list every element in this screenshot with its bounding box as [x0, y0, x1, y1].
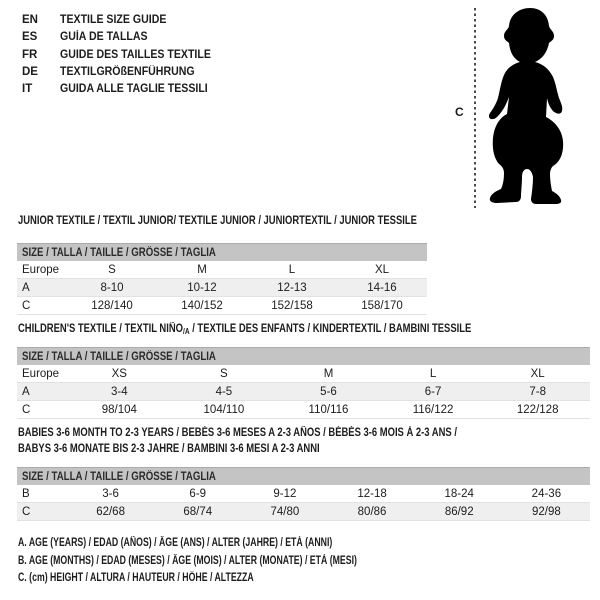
size-value-cell: 110/116 — [308, 403, 349, 416]
size-value-cell: 152/158 — [271, 299, 313, 312]
footnote-text: B. AGE (MONTHS) / EDAD (MESES) / ÂGE (MOIS) / ALTER (MONATE) / ETÀ (MESI) — [18, 554, 357, 567]
size-value-cell: 7-8 — [529, 385, 546, 398]
language-code: ES — [22, 31, 38, 44]
size-value-cell: 9-12 — [273, 487, 297, 500]
language-title: TEXTILE SIZE GUIDE — [60, 14, 167, 26]
language-title: GUÍA DE TALLAS — [60, 31, 148, 44]
size-header-text: SIZE / TALLA / TAILLE / GRÖSSE / TAGLIA — [22, 470, 216, 483]
size-value-cell: 3-6 — [102, 487, 119, 500]
row-label-cell: B — [22, 487, 30, 500]
language-title: GUIDE DES TAILLES TEXTILE — [60, 48, 211, 61]
language-row-de — [22, 66, 224, 83]
title-subscript: /A — [183, 327, 190, 336]
footnote-b — [18, 555, 464, 573]
row-label-cell: C — [22, 505, 31, 518]
language-list — [22, 14, 224, 100]
size-value-cell: 128/140 — [91, 299, 133, 312]
size-value-cell: 14-16 — [367, 281, 397, 294]
size-value-cell: 24-36 — [531, 487, 562, 500]
size-value-cell: 104/110 — [203, 403, 245, 416]
size-header-cell — [17, 348, 590, 366]
size-value-cell: 4-5 — [215, 385, 233, 398]
size-value-cell: 12-18 — [357, 487, 387, 500]
language-code: EN — [22, 14, 38, 26]
row-label-cell: A — [22, 281, 30, 294]
size-table-junior — [17, 243, 427, 315]
toddler-silhouette-icon — [482, 5, 584, 207]
height-dashed-line — [474, 8, 476, 208]
size-value-cell: S — [220, 367, 228, 380]
size-table-children — [17, 347, 590, 419]
row-label-cell: Europe — [22, 263, 60, 276]
table-title-junior — [18, 214, 504, 230]
footnotes — [18, 537, 464, 590]
size-value-cell: 86/92 — [444, 505, 474, 518]
size-value-cell: XS — [111, 367, 127, 380]
size-header-cell — [17, 244, 427, 262]
table-row — [17, 365, 590, 383]
size-value-cell: 74/80 — [270, 505, 300, 518]
language-row-it — [22, 83, 224, 100]
table-title-children — [18, 322, 571, 340]
language-row-fr — [22, 49, 224, 66]
footnote-c — [18, 572, 464, 590]
size-value-cell: 10-12 — [187, 281, 217, 294]
size-value-cell: 3-4 — [110, 385, 128, 398]
size-value-cell: XL — [374, 263, 390, 276]
size-header-text: SIZE / TALLA / TAILLE / GRÖSSE / TAGLIA — [22, 350, 216, 363]
size-value-cell: 80/86 — [357, 505, 387, 518]
size-header-row — [17, 468, 590, 486]
size-value-cell: 140/152 — [181, 299, 223, 312]
size-header-row — [17, 348, 590, 366]
size-value-cell: XL — [530, 367, 545, 380]
row-label-cell: Europe — [22, 367, 60, 380]
table-row — [17, 503, 590, 521]
size-value-cell: 68/74 — [183, 505, 213, 518]
footnote-text: C. (cm) HEIGHT / ALTURA / HAUTEUR / HÖHE / ALTEZZA — [18, 572, 254, 584]
size-value-cell: 158/170 — [361, 299, 403, 312]
language-code: IT — [22, 83, 33, 96]
size-table-babies — [17, 467, 590, 521]
size-header-text: SIZE / TALLA / TAILLE / GRÖSSE / TAGLIA — [22, 246, 216, 259]
table-row — [17, 279, 427, 297]
language-row-en — [22, 14, 224, 31]
size-value-cell: M — [197, 263, 207, 276]
size-value-cell: L — [288, 263, 296, 276]
language-code: DE — [22, 65, 38, 78]
size-value-cell: M — [323, 367, 334, 380]
language-code: FR — [22, 48, 38, 61]
size-value-cell: 12-13 — [277, 281, 307, 294]
table-row — [17, 485, 590, 503]
row-label-cell: A — [22, 385, 30, 398]
size-value-cell: 92/98 — [532, 505, 561, 518]
size-value-cell: 116/122 — [412, 403, 454, 416]
size-value-cell: 18-24 — [444, 487, 474, 500]
size-header-cell — [17, 468, 590, 486]
size-header-row — [17, 244, 427, 262]
title-text-line1: BABIES 3-6 MONTH TO 2-3 YEARS / BEBÉS 3-6 MESES A 2-3 AÑOS / BÉBÉS 3-6 MOIS À 2-3 ANS / — [18, 427, 457, 439]
table-title-babies — [18, 426, 553, 457]
height-label: C — [455, 105, 464, 119]
title-text: / TEXTILE DES ENFANTS / KINDERTEXTIL / BAMBINI TESSILE — [189, 323, 472, 335]
size-value-cell: 8-10 — [100, 281, 124, 294]
title-text: JUNIOR TEXTILE / TEXTIL JUNIOR/ TEXTILE JUNIOR / JUNIORTEXTIL / JUNIOR TESSILE — [18, 215, 417, 227]
size-value-cell: 6-9 — [189, 487, 207, 500]
footnote-text: A. AGE (YEARS) / EDAD (AÑOS) / ÂGE (ANS) / ALTER (JAHRE) / ETÀ (ANNI) — [18, 537, 333, 549]
footnote-a — [18, 537, 464, 555]
row-label-cell: C — [22, 299, 31, 312]
language-row-es — [22, 31, 224, 48]
row-label-cell: C — [22, 403, 31, 416]
title-text: CHILDREN'S TEXTILE / TEXTIL NIÑO — [18, 323, 184, 335]
title-text-line2: BABYS 3-6 MONATE BIS 2-3 JAHRE / BAMBINI 3-6 MESI A 2-3 ANNI — [18, 442, 320, 455]
language-title: GUIDA ALLE TAGLIE TESSILI — [60, 83, 208, 96]
table-row — [17, 297, 427, 315]
table-row — [17, 401, 590, 419]
size-value-cell: 122/128 — [516, 403, 559, 416]
table-row — [17, 261, 427, 279]
size-value-cell: 98/104 — [101, 403, 137, 416]
size-value-cell: 5-6 — [320, 385, 337, 398]
table-row — [17, 383, 590, 401]
size-value-cell: 62/68 — [96, 505, 125, 518]
size-value-cell: 6-7 — [424, 385, 442, 398]
size-value-cell: S — [108, 263, 116, 276]
size-value-cell: L — [429, 367, 437, 380]
language-title: TEXTILGRÖßENFÜHRUNG — [60, 65, 195, 78]
